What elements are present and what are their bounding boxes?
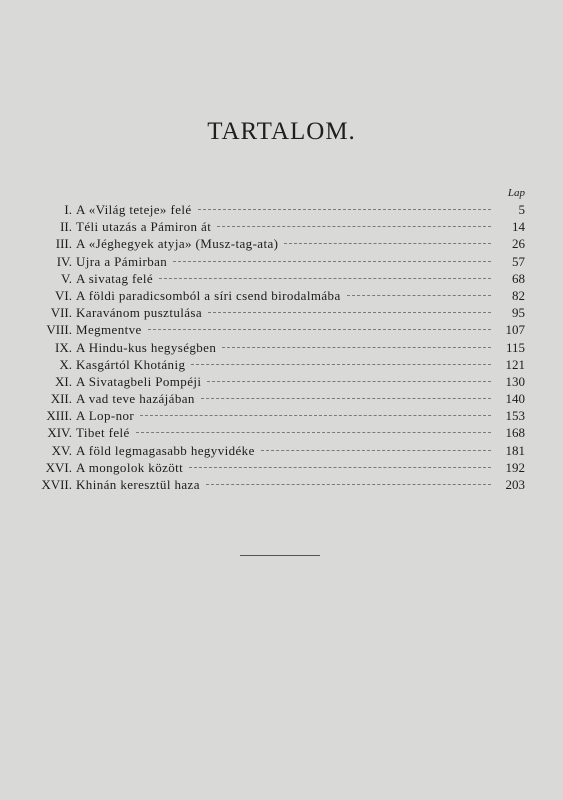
toc-entry bbox=[30, 442, 525, 459]
leader-dots bbox=[173, 261, 491, 262]
leader-dots bbox=[261, 450, 491, 451]
page-number: 153 bbox=[505, 408, 525, 424]
leader-dots bbox=[189, 467, 491, 468]
chapter-title: A «Jéghegyek atyja» (Musz-tag-ata) bbox=[76, 236, 279, 252]
toc-entry bbox=[30, 201, 525, 218]
chapter-title: Megmentve bbox=[76, 322, 142, 338]
chapter-number: VII. bbox=[50, 305, 72, 321]
toc-entry bbox=[30, 390, 525, 407]
toc-entry bbox=[30, 373, 525, 390]
toc-entry bbox=[30, 235, 525, 252]
chapter-number: IV. bbox=[56, 253, 72, 269]
chapter-title: A Lop-nor bbox=[76, 408, 135, 424]
leader-dots bbox=[222, 347, 491, 348]
page-number: 95 bbox=[512, 305, 525, 321]
leader-dots bbox=[140, 415, 491, 416]
page-number: 26 bbox=[512, 236, 525, 252]
chapter-number: V. bbox=[61, 270, 72, 286]
leader-dots bbox=[148, 329, 491, 330]
chapter-title: Ujra a Pámirban bbox=[76, 253, 168, 269]
leader-dots bbox=[208, 312, 491, 313]
chapter-number: III. bbox=[55, 236, 72, 252]
chapter-title: Kasgártól Khotánig bbox=[76, 356, 186, 372]
chapter-title: A mongolok között bbox=[76, 459, 184, 475]
leader-dots bbox=[207, 381, 491, 382]
page-number: 5 bbox=[518, 202, 525, 217]
toc-entry bbox=[30, 356, 525, 373]
chapter-number: XV. bbox=[51, 442, 72, 458]
chapter-number: XVI. bbox=[45, 459, 72, 475]
chapter-title: A föld legmagasabb hegyvidéke bbox=[76, 442, 255, 458]
chapter-number: XIV. bbox=[47, 425, 72, 441]
toc-entry bbox=[30, 476, 525, 493]
page-number: 121 bbox=[505, 356, 525, 372]
chapter-title: A földi paradicsomból a síri csend birodalmába bbox=[76, 287, 341, 303]
page-title: TARTALOM. bbox=[207, 118, 356, 145]
leader-dots bbox=[347, 295, 491, 296]
chapter-number: XVII. bbox=[41, 477, 72, 492]
leader-dots bbox=[284, 243, 491, 244]
toc-entry bbox=[30, 270, 525, 287]
page-column-header: Lap bbox=[507, 187, 525, 199]
chapter-title: A sivatag felé bbox=[76, 270, 154, 286]
chapter-title: Khinán keresztül haza bbox=[76, 477, 200, 492]
toc-entry bbox=[30, 424, 525, 441]
page-number: 107 bbox=[505, 322, 525, 338]
chapter-number: X. bbox=[59, 356, 72, 372]
chapter-title: Tibet felé bbox=[76, 425, 130, 441]
chapter-number: II. bbox=[60, 219, 72, 235]
chapter-number: VIII. bbox=[46, 322, 72, 338]
toc-entry bbox=[30, 321, 525, 338]
toc-entry bbox=[30, 287, 525, 304]
chapter-title: Téli utazás a Pámiron át bbox=[76, 219, 212, 235]
leader-dots bbox=[206, 484, 491, 485]
page-number: 68 bbox=[512, 270, 525, 286]
leader-dots bbox=[201, 398, 491, 399]
toc-entry bbox=[30, 339, 525, 356]
page-number: 168 bbox=[505, 425, 525, 441]
chapter-title: A Sivatagbeli Pompéji bbox=[76, 373, 202, 389]
page-number: 203 bbox=[505, 477, 525, 492]
page-number: 57 bbox=[512, 253, 525, 269]
page-number: 140 bbox=[505, 391, 525, 407]
chapter-number: XII. bbox=[50, 391, 72, 407]
chapter-title: Karavánom pusztulása bbox=[76, 305, 203, 321]
leader-dots bbox=[191, 364, 491, 365]
chapter-number: IX. bbox=[55, 339, 72, 355]
page-number: 192 bbox=[505, 459, 525, 475]
toc-entry bbox=[30, 253, 525, 270]
chapter-number: VI. bbox=[55, 287, 72, 303]
chapter-number: XIII. bbox=[46, 408, 72, 424]
page-number: 130 bbox=[505, 373, 525, 389]
page-number: 82 bbox=[512, 287, 525, 303]
toc-entry bbox=[30, 407, 525, 424]
toc-entry bbox=[30, 304, 525, 321]
chapter-title: A «Világ teteje» felé bbox=[76, 202, 192, 217]
divider bbox=[240, 555, 320, 556]
table-of-contents bbox=[30, 201, 525, 493]
page-number: 115 bbox=[505, 339, 525, 355]
toc-entry bbox=[30, 459, 525, 476]
leader-dots bbox=[198, 209, 491, 210]
chapter-title: A vad teve hazájában bbox=[76, 391, 195, 407]
chapter-title: A Hindu-kus hegységben bbox=[76, 339, 217, 355]
leader-dots bbox=[136, 432, 491, 433]
page-number: 14 bbox=[512, 219, 525, 235]
leader-dots bbox=[217, 226, 491, 227]
chapter-number: XI. bbox=[55, 373, 72, 389]
page-number: 181 bbox=[505, 442, 525, 458]
toc-entry bbox=[30, 218, 525, 235]
chapter-number: I. bbox=[64, 202, 72, 217]
leader-dots bbox=[159, 278, 491, 279]
